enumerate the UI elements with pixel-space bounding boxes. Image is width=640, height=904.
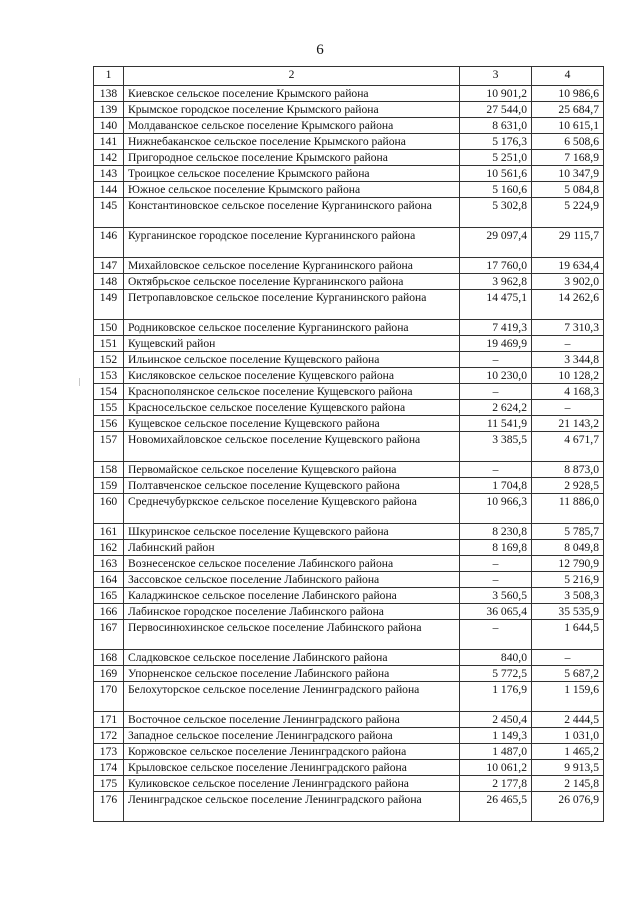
value-column-3: – — [460, 620, 532, 650]
value-column-4: 10 615,1 — [532, 118, 604, 134]
value-column-3: 2 450,4 — [460, 712, 532, 728]
table-row — [94, 150, 604, 166]
row-number: 138 — [94, 86, 124, 102]
header-cell-1: 1 — [94, 67, 124, 86]
municipality-name: Крыловское сельское поселение Ленинградского района — [124, 760, 460, 776]
value-column-3: 1 149,3 — [460, 728, 532, 744]
table-row — [94, 228, 604, 258]
value-column-3: 10 061,2 — [460, 760, 532, 776]
row-number: 163 — [94, 556, 124, 572]
municipality-name: Курганинское городское поселение Курганинского района — [124, 228, 460, 258]
municipality-name: Среднечубуркское сельское поселение Кущевского района — [124, 494, 460, 524]
row-number: 156 — [94, 416, 124, 432]
table-row — [94, 274, 604, 290]
value-column-4: 7 310,3 — [532, 320, 604, 336]
value-column-4: 8 049,8 — [532, 540, 604, 556]
row-number: 166 — [94, 604, 124, 620]
row-number: 153 — [94, 368, 124, 384]
margin-mark — [79, 378, 80, 386]
budget-table — [93, 66, 604, 822]
value-column-4: 9 913,5 — [532, 760, 604, 776]
value-column-3: – — [460, 462, 532, 478]
row-number: 174 — [94, 760, 124, 776]
value-column-4: 1 644,5 — [532, 620, 604, 650]
municipality-name: Шкуринское сельское поселение Кущевского района — [124, 524, 460, 540]
table-header-row — [94, 67, 604, 86]
municipality-name: Сладковское сельское поселение Лабинского района — [124, 650, 460, 666]
row-number: 154 — [94, 384, 124, 400]
value-column-4: 4 671,7 — [532, 432, 604, 462]
municipality-name: Лабинский район — [124, 540, 460, 556]
value-column-3: 1 704,8 — [460, 478, 532, 494]
value-column-4: 14 262,6 — [532, 290, 604, 320]
row-number: 143 — [94, 166, 124, 182]
row-number: 176 — [94, 792, 124, 822]
value-column-3: 8 230,8 — [460, 524, 532, 540]
value-column-3: 29 097,4 — [460, 228, 532, 258]
value-column-3: 5 251,0 — [460, 150, 532, 166]
row-number: 142 — [94, 150, 124, 166]
table-row — [94, 776, 604, 792]
value-column-3: 11 541,9 — [460, 416, 532, 432]
municipality-name: Пригородное сельское поселение Крымского района — [124, 150, 460, 166]
row-number: 149 — [94, 290, 124, 320]
value-column-4: 2 145,8 — [532, 776, 604, 792]
value-column-4: 2 444,5 — [532, 712, 604, 728]
row-number: 144 — [94, 182, 124, 198]
value-column-4: 1 159,6 — [532, 682, 604, 712]
municipality-name: Новомихайловское сельское поселение Кущевского района — [124, 432, 460, 462]
value-column-4: 5 687,2 — [532, 666, 604, 682]
value-column-4: 7 168,9 — [532, 150, 604, 166]
row-number: 164 — [94, 572, 124, 588]
table-row — [94, 792, 604, 822]
municipality-name: Лабинское городское поселение Лабинского района — [124, 604, 460, 620]
municipality-name: Ленинградское сельское поселение Ленинградского района — [124, 792, 460, 822]
row-number: 147 — [94, 258, 124, 274]
value-column-4: 5 216,9 — [532, 572, 604, 588]
table-body — [94, 67, 604, 822]
row-number: 172 — [94, 728, 124, 744]
row-number: 159 — [94, 478, 124, 494]
municipality-name: Упорненское сельское поселение Лабинского района — [124, 666, 460, 682]
table-row — [94, 540, 604, 556]
value-column-4: – — [532, 336, 604, 352]
row-number: 148 — [94, 274, 124, 290]
value-column-4: 5 084,8 — [532, 182, 604, 198]
municipality-name: Куликовское сельское поселение Ленинградского района — [124, 776, 460, 792]
table-row — [94, 572, 604, 588]
municipality-name: Каладжинское сельское поселение Лабинского района — [124, 588, 460, 604]
municipality-name: Родниковское сельское поселение Курганинского района — [124, 320, 460, 336]
value-column-3: – — [460, 556, 532, 572]
value-column-3: 17 760,0 — [460, 258, 532, 274]
table-row — [94, 336, 604, 352]
value-column-4: 26 076,9 — [532, 792, 604, 822]
table-row — [94, 384, 604, 400]
value-column-3: 7 419,3 — [460, 320, 532, 336]
header-cell-2: 2 — [124, 67, 460, 86]
value-column-4: 5 785,7 — [532, 524, 604, 540]
value-column-4: 2 928,5 — [532, 478, 604, 494]
value-column-4: 4 168,3 — [532, 384, 604, 400]
row-number: 140 — [94, 118, 124, 134]
table-row — [94, 432, 604, 462]
row-number: 157 — [94, 432, 124, 462]
municipality-name: Петропавловское сельское поселение Курганинского района — [124, 290, 460, 320]
value-column-3: 5 176,3 — [460, 134, 532, 150]
value-column-4: 8 873,0 — [532, 462, 604, 478]
value-column-3: 8 631,0 — [460, 118, 532, 134]
value-column-4: 1 465,2 — [532, 744, 604, 760]
row-number: 165 — [94, 588, 124, 604]
table-row — [94, 416, 604, 432]
table-row — [94, 368, 604, 384]
row-number: 145 — [94, 198, 124, 228]
municipality-name: Киевское сельское поселение Крымского района — [124, 86, 460, 102]
municipality-name: Восточное сельское поселение Ленинградского района — [124, 712, 460, 728]
table-row — [94, 478, 604, 494]
value-column-3: 10 561,6 — [460, 166, 532, 182]
municipality-name: Южное сельское поселение Крымского района — [124, 182, 460, 198]
table-row — [94, 134, 604, 150]
value-column-3: 840,0 — [460, 650, 532, 666]
table-row — [94, 86, 604, 102]
municipality-name: Коржовское сельское поселение Ленинградского района — [124, 744, 460, 760]
row-number: 139 — [94, 102, 124, 118]
value-column-3: 8 169,8 — [460, 540, 532, 556]
row-number: 162 — [94, 540, 124, 556]
value-column-3: 1 487,0 — [460, 744, 532, 760]
table-row — [94, 760, 604, 776]
value-column-3: 19 469,9 — [460, 336, 532, 352]
header-cell-4: 4 — [532, 67, 604, 86]
value-column-3: – — [460, 572, 532, 588]
table-row — [94, 728, 604, 744]
row-number: 171 — [94, 712, 124, 728]
municipality-name: Красносельское сельское поселение Кущевского района — [124, 400, 460, 416]
municipality-name: Кущевское сельское поселение Кущевского района — [124, 416, 460, 432]
table-row — [94, 682, 604, 712]
municipality-name: Краснополянское сельское поселение Кущевского района — [124, 384, 460, 400]
table-row — [94, 102, 604, 118]
value-column-4: 29 115,7 — [532, 228, 604, 258]
value-column-3: 5 772,5 — [460, 666, 532, 682]
table-row — [94, 588, 604, 604]
value-column-3: 5 302,8 — [460, 198, 532, 228]
value-column-4: – — [532, 650, 604, 666]
table-row — [94, 556, 604, 572]
municipality-name: Нижнебаканское сельское поселение Крымского района — [124, 134, 460, 150]
table-row — [94, 290, 604, 320]
value-column-3: 5 160,6 — [460, 182, 532, 198]
table-row — [94, 400, 604, 416]
value-column-4: 21 143,2 — [532, 416, 604, 432]
value-column-3: – — [460, 352, 532, 368]
value-column-3: 2 624,2 — [460, 400, 532, 416]
table-row — [94, 524, 604, 540]
value-column-4: 3 508,3 — [532, 588, 604, 604]
value-column-3: 14 475,1 — [460, 290, 532, 320]
municipality-name: Белохуторское сельское поселение Ленинградского района — [124, 682, 460, 712]
value-column-3: 10 230,0 — [460, 368, 532, 384]
table-row — [94, 494, 604, 524]
municipality-name: Первосинюхинское сельское поселение Лабинского района — [124, 620, 460, 650]
value-column-3: 3 560,5 — [460, 588, 532, 604]
municipality-name: Константиновское сельское поселение Курганинского района — [124, 198, 460, 228]
table-row — [94, 182, 604, 198]
value-column-4: 25 684,7 — [532, 102, 604, 118]
value-column-3: – — [460, 384, 532, 400]
municipality-name: Полтавченское сельское поселение Кущевского района — [124, 478, 460, 494]
table-row — [94, 258, 604, 274]
value-column-4: – — [532, 400, 604, 416]
value-column-3: 10 966,3 — [460, 494, 532, 524]
value-column-3: 27 544,0 — [460, 102, 532, 118]
row-number: 161 — [94, 524, 124, 540]
value-column-3: 3 962,8 — [460, 274, 532, 290]
value-column-4: 19 634,4 — [532, 258, 604, 274]
value-column-4: 3 344,8 — [532, 352, 604, 368]
row-number: 155 — [94, 400, 124, 416]
table-row — [94, 320, 604, 336]
municipality-name: Кущевский район — [124, 336, 460, 352]
municipality-name: Троицкое сельское поселение Крымского района — [124, 166, 460, 182]
value-column-3: 2 177,8 — [460, 776, 532, 792]
municipality-name: Ильинское сельское поселение Кущевского района — [124, 352, 460, 368]
row-number: 173 — [94, 744, 124, 760]
municipality-name: Кисляковское сельское поселение Кущевского района — [124, 368, 460, 384]
table-row — [94, 198, 604, 228]
value-column-4: 3 902,0 — [532, 274, 604, 290]
value-column-4: 35 535,9 — [532, 604, 604, 620]
value-column-3: 26 465,5 — [460, 792, 532, 822]
table-row — [94, 712, 604, 728]
municipality-name: Зассовское сельское поселение Лабинского района — [124, 572, 460, 588]
row-number: 170 — [94, 682, 124, 712]
row-number: 150 — [94, 320, 124, 336]
municipality-name: Крымское городское поселение Крымского района — [124, 102, 460, 118]
row-number: 158 — [94, 462, 124, 478]
table-row — [94, 650, 604, 666]
value-column-3: 1 176,9 — [460, 682, 532, 712]
value-column-4: 5 224,9 — [532, 198, 604, 228]
municipality-name: Октябрьское сельское поселение Курганинского района — [124, 274, 460, 290]
row-number: 169 — [94, 666, 124, 682]
value-column-3: 10 901,2 — [460, 86, 532, 102]
table-row — [94, 166, 604, 182]
row-number: 175 — [94, 776, 124, 792]
value-column-3: 36 065,4 — [460, 604, 532, 620]
municipality-name: Вознесенское сельское поселение Лабинского района — [124, 556, 460, 572]
municipality-name: Первомайское сельское поселение Кущевского района — [124, 462, 460, 478]
table-row — [94, 620, 604, 650]
row-number: 146 — [94, 228, 124, 258]
table-row — [94, 462, 604, 478]
value-column-4: 10 986,6 — [532, 86, 604, 102]
value-column-4: 11 886,0 — [532, 494, 604, 524]
row-number: 168 — [94, 650, 124, 666]
value-column-4: 6 508,6 — [532, 134, 604, 150]
table-row — [94, 744, 604, 760]
row-number: 152 — [94, 352, 124, 368]
table-row — [94, 666, 604, 682]
page-number: 6 — [316, 42, 324, 58]
value-column-4: 10 128,2 — [532, 368, 604, 384]
municipality-name: Западное сельское поселение Ленинградского района — [124, 728, 460, 744]
value-column-4: 12 790,9 — [532, 556, 604, 572]
row-number: 167 — [94, 620, 124, 650]
row-number: 160 — [94, 494, 124, 524]
municipality-name: Михайловское сельское поселение Курганинского района — [124, 258, 460, 274]
value-column-3: 3 385,5 — [460, 432, 532, 462]
value-column-4: 10 347,9 — [532, 166, 604, 182]
table-row — [94, 118, 604, 134]
value-column-4: 1 031,0 — [532, 728, 604, 744]
table-row — [94, 352, 604, 368]
table-row — [94, 604, 604, 620]
header-cell-3: 3 — [460, 67, 532, 86]
row-number: 141 — [94, 134, 124, 150]
row-number: 151 — [94, 336, 124, 352]
municipality-name: Молдаванское сельское поселение Крымского района — [124, 118, 460, 134]
